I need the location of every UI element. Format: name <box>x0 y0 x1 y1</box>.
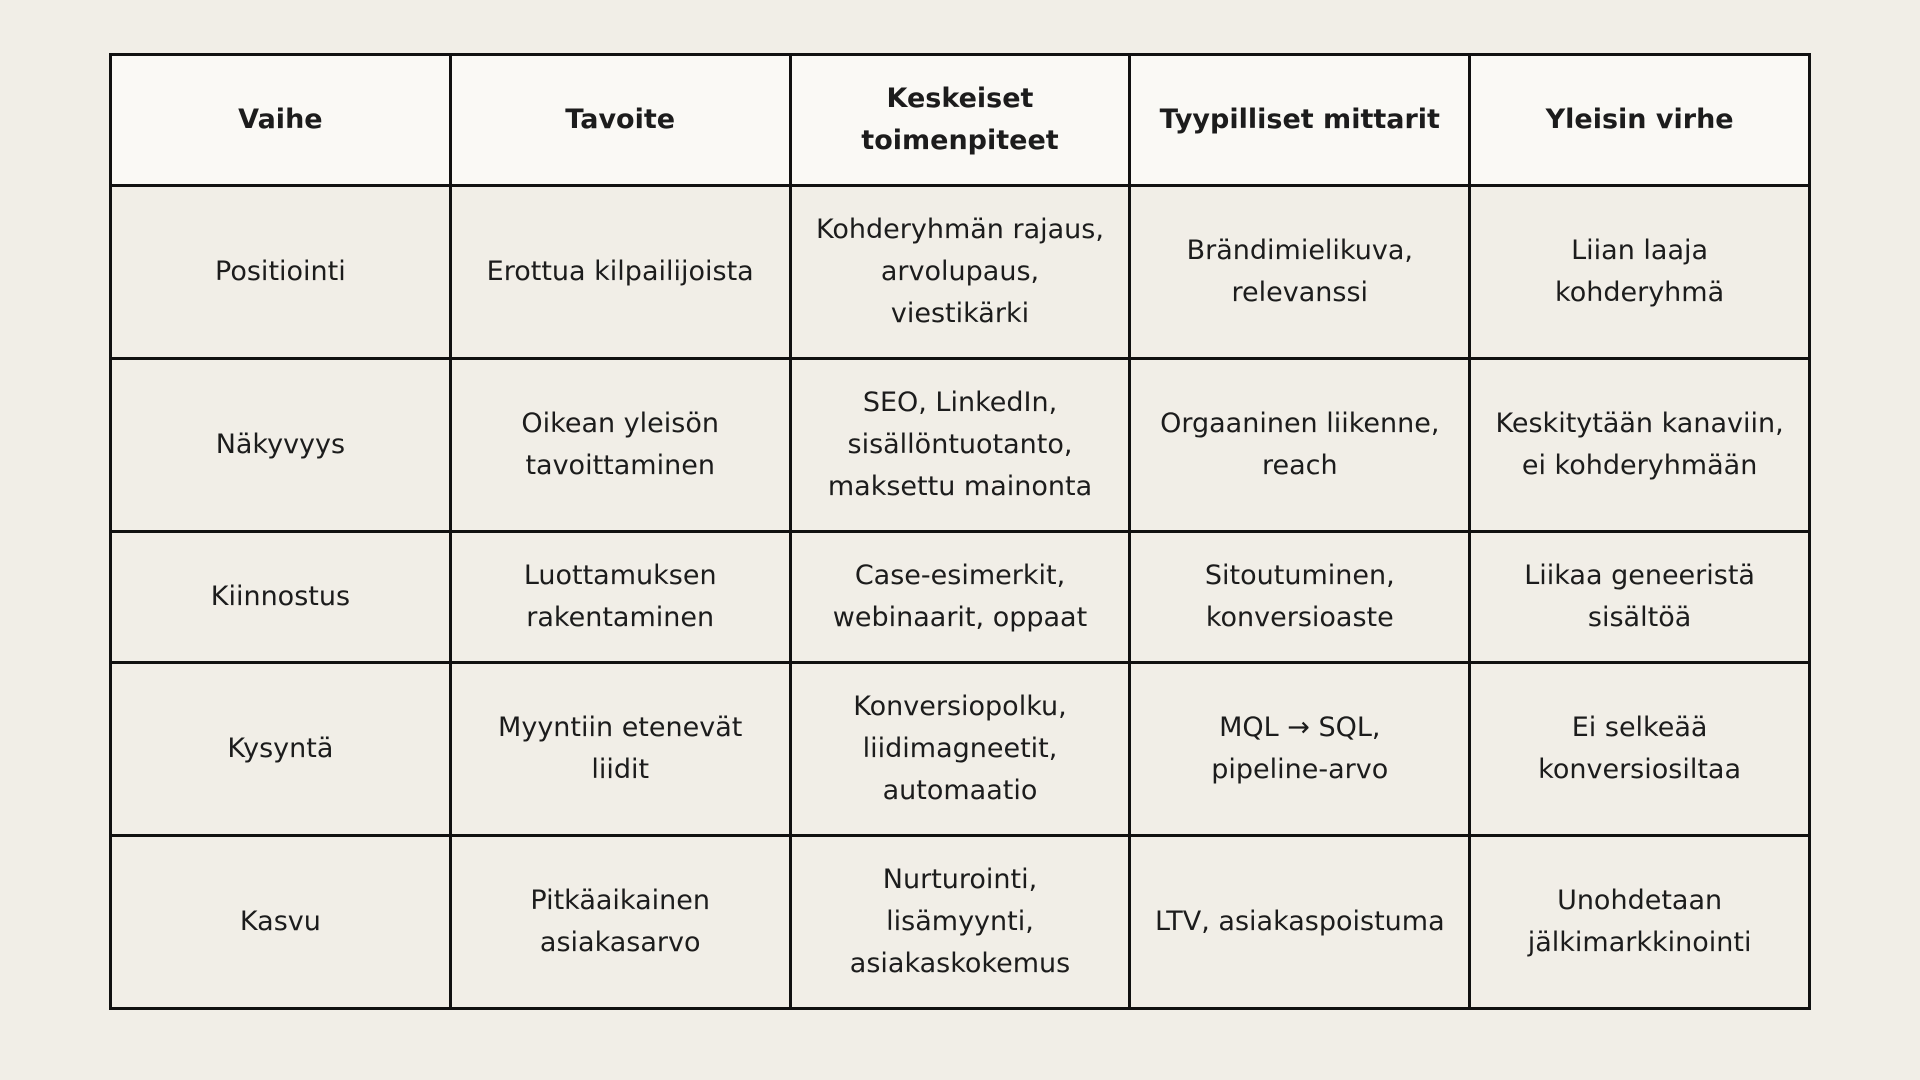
cell-tavoite <box>450 663 790 836</box>
cell-text: webinaarit, oppaat <box>832 602 1088 633</box>
cell-mittarit <box>1130 532 1470 663</box>
cell-text: LTV, asiakaspoistuma <box>1154 906 1445 937</box>
cell-text: Oikean yleisön <box>521 408 719 439</box>
table-row <box>111 359 1810 532</box>
table-header-row <box>111 55 1810 186</box>
cell-text: Liikaa geneeristä <box>1524 560 1755 591</box>
cell-text: MQL → SQL, <box>1219 712 1381 743</box>
cell-text: reach <box>1261 450 1338 481</box>
cell-text: lisämyynti, <box>886 906 1034 937</box>
cell-text: Keskitytään kanaviin, <box>1495 408 1784 439</box>
cell-vaihe <box>111 663 451 836</box>
header-vaihe <box>111 55 451 186</box>
header-text: Yleisin virhe <box>1545 104 1734 135</box>
cell-vaihe <box>111 532 451 663</box>
cell-text: rakentaminen <box>526 602 715 633</box>
cell-text: Orgaaninen liikenne, <box>1160 408 1440 439</box>
cell-text: Kasvu <box>239 906 321 937</box>
header-keskeiset-toimenpiteet <box>790 55 1130 186</box>
cell-text: konversioaste <box>1205 602 1394 633</box>
cell-toimenpiteet <box>790 359 1130 532</box>
cell-text: Brändimielikuva, <box>1186 235 1413 266</box>
cell-text: liidimagneetit, <box>862 733 1058 764</box>
marketing-stages-table <box>109 53 1811 1010</box>
cell-text: Kiinnostus <box>210 581 351 612</box>
cell-tavoite <box>450 532 790 663</box>
cell-text: maksettu mainonta <box>827 471 1093 502</box>
cell-text: Kysyntä <box>227 733 334 764</box>
header-text: Tyypilliset mittarit <box>1159 104 1440 135</box>
cell-mittarit <box>1130 663 1470 836</box>
table-row <box>111 186 1810 359</box>
cell-text: asiakaskokemus <box>849 948 1071 979</box>
cell-text: Sitoutuminen, <box>1204 560 1395 591</box>
cell-text: Myyntiin etenevät <box>498 712 743 743</box>
cell-mittarit <box>1130 186 1470 359</box>
cell-text: Case-esimerkit, <box>854 560 1066 591</box>
cell-text: Positiointi <box>215 256 346 287</box>
cell-text: relevanssi <box>1231 277 1369 308</box>
table-row <box>111 532 1810 663</box>
cell-text: ei kohderyhmään <box>1521 450 1758 481</box>
cell-toimenpiteet <box>790 186 1130 359</box>
cell-text: kohderyhmä <box>1555 277 1725 308</box>
cell-virhe <box>1470 186 1810 359</box>
cell-mittarit <box>1130 836 1470 1009</box>
cell-toimenpiteet <box>790 532 1130 663</box>
cell-virhe <box>1470 663 1810 836</box>
cell-text: arvolupaus, <box>880 256 1040 287</box>
cell-text: liidit <box>591 754 650 785</box>
cell-text: sisältöä <box>1587 602 1692 633</box>
header-text: Keskeiset <box>886 83 1034 114</box>
cell-virhe <box>1470 532 1810 663</box>
header-text: Vaihe <box>238 104 323 135</box>
cell-text: Erottua kilpailijoista <box>486 256 754 287</box>
cell-toimenpiteet <box>790 836 1130 1009</box>
cell-text: pipeline-arvo <box>1211 754 1389 785</box>
cell-vaihe <box>111 836 451 1009</box>
cell-virhe <box>1470 359 1810 532</box>
header-text: Tavoite <box>565 104 676 135</box>
cell-text: viestikärki <box>890 298 1030 329</box>
cell-text: automaatio <box>882 775 1038 806</box>
cell-tavoite <box>450 186 790 359</box>
funnel-table-container <box>109 53 1811 1010</box>
cell-text: tavoittaminen <box>525 450 715 481</box>
cell-mittarit <box>1130 359 1470 532</box>
cell-text: SEO, LinkedIn, <box>862 387 1058 418</box>
cell-text: Nurturointi, <box>882 864 1038 895</box>
cell-text: Näkyvyys <box>215 429 346 460</box>
header-yleisin-virhe <box>1470 55 1810 186</box>
cell-text: Pitkäaikainen <box>530 885 710 916</box>
cell-text: asiakasarvo <box>539 927 701 958</box>
table-row <box>111 836 1810 1009</box>
cell-text: Kohderyhmän rajaus, <box>816 214 1104 245</box>
table-row <box>111 663 1810 836</box>
cell-text: konversiosiltaa <box>1538 754 1742 785</box>
cell-text: Liian laaja <box>1571 235 1709 266</box>
cell-text: Ei selkeää <box>1571 712 1708 743</box>
cell-toimenpiteet <box>790 663 1130 836</box>
cell-tavoite <box>450 359 790 532</box>
cell-text: Luottamuksen <box>523 560 717 591</box>
cell-text: jälkimarkkinointi <box>1527 927 1752 958</box>
header-text: toimenpiteet <box>861 125 1059 156</box>
cell-text: sisällöntuotanto, <box>847 429 1073 460</box>
cell-text: Konversiopolku, <box>853 691 1067 722</box>
header-tavoite <box>450 55 790 186</box>
cell-vaihe <box>111 359 451 532</box>
cell-vaihe <box>111 186 451 359</box>
cell-text: Unohdetaan <box>1557 885 1723 916</box>
cell-virhe <box>1470 836 1810 1009</box>
header-tyypilliset-mittarit <box>1130 55 1470 186</box>
cell-tavoite <box>450 836 790 1009</box>
